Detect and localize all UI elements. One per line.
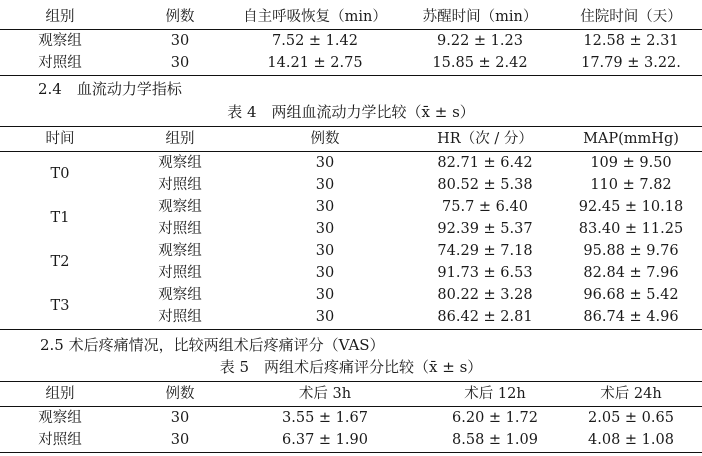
value-cell: 17.79 ± 3.22. (581, 55, 681, 71)
table-rule (0, 329, 702, 330)
column-header: 组别 (45, 9, 75, 25)
count-cell: 30 (315, 309, 335, 325)
value-cell: 6.37 ± 1.90 (282, 432, 368, 448)
count-cell: 30 (170, 55, 190, 71)
value-cell: 95.88 ± 9.76 (583, 243, 679, 259)
count-cell: 30 (315, 265, 335, 281)
group-cell: 观察组 (38, 33, 82, 49)
count-cell: 30 (170, 33, 190, 49)
value-cell: 80.22 ± 3.28 (437, 287, 533, 303)
table-rule (0, 452, 702, 453)
time-label: T2 (50, 254, 70, 270)
value-cell: 3.55 ± 1.67 (282, 410, 368, 426)
group-cell: 对照组 (158, 177, 202, 193)
group-cell: 对照组 (158, 221, 202, 237)
value-cell: 6.20 ± 1.72 (452, 410, 538, 426)
table-row (0, 429, 702, 451)
table-header-row (0, 128, 702, 150)
section-heading: 2.4 血流动力学指标 (38, 80, 182, 98)
value-cell: 8.58 ± 1.09 (452, 432, 538, 448)
table-rule (0, 75, 702, 76)
table-caption: 表 5 两组术后疼痛评分比较（x̄ ± s） (219, 358, 483, 376)
value-cell: 74.29 ± 7.18 (437, 243, 533, 259)
column-header: 住院时间（天） (580, 9, 682, 25)
table-caption: 表 4 两组血流动力学比较（x̄ ± s） (227, 103, 475, 121)
count-cell: 30 (315, 221, 335, 237)
table-row (0, 262, 702, 284)
column-header: 术后 3h (298, 386, 352, 402)
table-row (0, 407, 702, 429)
value-cell: 4.08 ± 1.08 (588, 432, 674, 448)
group-cell: 观察组 (158, 287, 202, 303)
table-row (0, 196, 702, 218)
value-cell: 14.21 ± 2.75 (267, 55, 363, 71)
column-header: 术后 24h (600, 386, 662, 402)
group-cell: 对照组 (38, 55, 82, 71)
value-cell: 7.52 ± 1.42 (272, 33, 358, 49)
value-cell: 96.68 ± 5.42 (583, 287, 679, 303)
group-cell: 观察组 (158, 199, 202, 215)
count-cell: 30 (315, 155, 335, 171)
column-header: 术后 12h (464, 386, 526, 402)
table-row (0, 218, 702, 240)
time-label: T3 (50, 298, 70, 314)
value-cell: 92.45 ± 10.18 (578, 199, 684, 215)
column-header: MAP(mmHg) (583, 131, 679, 147)
value-cell: 9.22 ± 1.23 (437, 33, 523, 49)
value-cell: 12.58 ± 2.31 (583, 33, 679, 49)
count-cell: 30 (315, 287, 335, 303)
value-cell: 86.42 ± 2.81 (437, 309, 533, 325)
table-row (0, 52, 702, 74)
table-row (0, 30, 702, 52)
value-cell: 110 ± 7.82 (590, 177, 672, 193)
group-cell: 对照组 (158, 265, 202, 281)
group-cell: 对照组 (38, 432, 82, 448)
column-header: 组别 (45, 386, 75, 402)
value-cell: 109 ± 9.50 (590, 155, 672, 171)
column-header: 苏醒时间（min） (422, 9, 538, 25)
section-heading: 2.5 术后疼痛情况，比较两组术后疼痛评分（VAS） (40, 336, 385, 354)
value-cell: 82.71 ± 6.42 (437, 155, 533, 171)
time-label: T1 (50, 210, 70, 226)
value-cell: 75.7 ± 6.40 (442, 199, 528, 215)
column-header: 例数 (165, 386, 195, 402)
column-header: 自主呼吸恢复（min） (243, 9, 387, 25)
table-row (0, 284, 702, 306)
count-cell: 30 (170, 432, 190, 448)
table-header-row (0, 6, 702, 28)
column-header: 时间 (45, 131, 75, 147)
time-label: T0 (50, 166, 70, 182)
table-row (0, 152, 702, 174)
table-row (0, 174, 702, 196)
group-cell: 观察组 (38, 410, 82, 426)
count-cell: 30 (170, 410, 190, 426)
value-cell: 15.85 ± 2.42 (432, 55, 528, 71)
value-cell: 82.84 ± 7.96 (583, 265, 679, 281)
table-row (0, 240, 702, 262)
value-cell: 91.73 ± 6.53 (437, 265, 533, 281)
column-header: 例数 (165, 9, 195, 25)
column-header: HR（次 / 分） (437, 131, 533, 147)
column-header: 组别 (165, 131, 195, 147)
value-cell: 2.05 ± 0.65 (588, 410, 674, 426)
count-cell: 30 (315, 177, 335, 193)
value-cell: 92.39 ± 5.37 (437, 221, 533, 237)
count-cell: 30 (315, 199, 335, 215)
column-header: 例数 (310, 131, 340, 147)
value-cell: 80.52 ± 5.38 (437, 177, 533, 193)
value-cell: 86.74 ± 4.96 (583, 309, 679, 325)
table-header-row (0, 383, 702, 405)
group-cell: 观察组 (158, 155, 202, 171)
value-cell: 83.40 ± 11.25 (578, 221, 684, 237)
table-row (0, 306, 702, 328)
count-cell: 30 (315, 243, 335, 259)
group-cell: 对照组 (158, 309, 202, 325)
group-cell: 观察组 (158, 243, 202, 259)
